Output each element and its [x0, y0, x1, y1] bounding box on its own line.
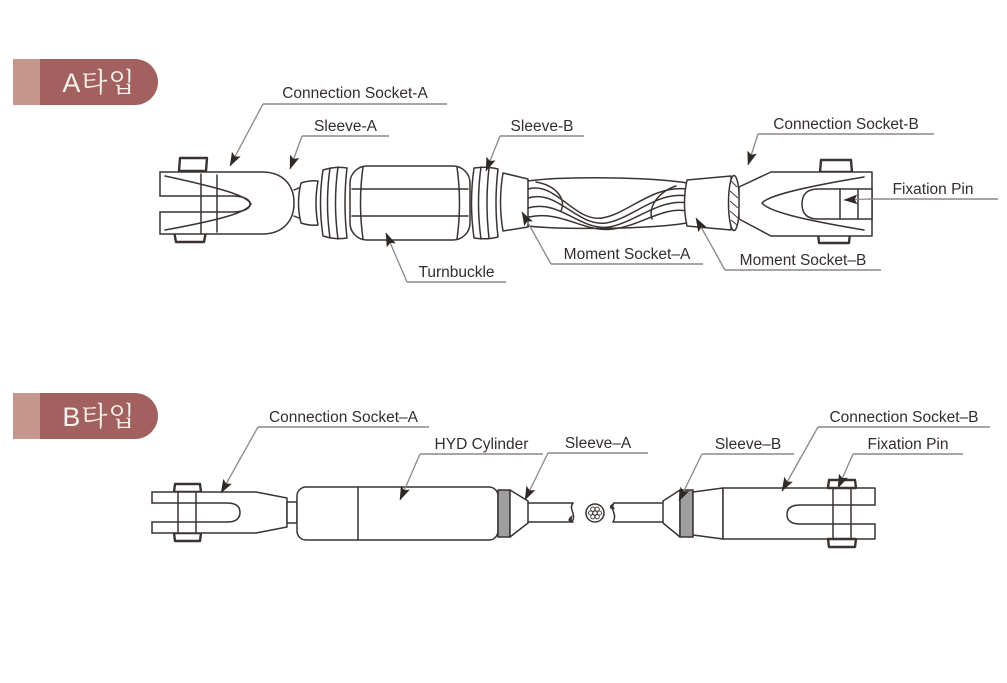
label-a-moment-socket-a: Moment Socket–A [563, 246, 691, 263]
type-a-moment-socket-b-part [685, 176, 740, 231]
label-b-hyd-cylinder: HYD Cylinder [434, 436, 529, 453]
type-a-cable-part [528, 178, 687, 230]
annotation-b-connection-socket-a [221, 427, 429, 493]
annotation-b-sleeve-a [525, 453, 648, 500]
type-b-connection-socket-a-part [152, 484, 297, 541]
label-b-sleeve-b: Sleeve–B [714, 436, 782, 453]
type-b-cable-cross-section [586, 504, 604, 522]
type-a-sleeve-b-part [472, 167, 499, 239]
type-a-connection-socket-b-part [739, 160, 872, 243]
label-b-fixation-pin: Fixation Pin [867, 436, 949, 453]
type-a-fixation-pin-part [802, 189, 872, 219]
label-a-sleeve-a: Sleeve-A [314, 118, 377, 135]
type-b-rod-and-break-part [528, 503, 663, 522]
label-a-connection-socket-a: Connection Socket-A [282, 85, 428, 102]
type-a-connection-socket-a-part [160, 158, 318, 242]
label-b-connection-socket-a: Connection Socket–A [268, 409, 419, 426]
label-a-sleeve-b: Sleeve-B [510, 118, 574, 135]
label-a-moment-socket-b: Moment Socket–B [739, 252, 867, 269]
type-b-sleeve-b-part [663, 488, 723, 539]
type-b-badge-label: B타입 [40, 393, 158, 439]
label-a-connection-socket-b: Connection Socket-B [773, 116, 919, 133]
annotation-a-sleeve-b [486, 136, 584, 171]
type-b-connection-socket-b-part [723, 480, 875, 547]
label-b-sleeve-a: Sleeve–A [564, 435, 632, 452]
label-b-connection-socket-b: Connection Socket–B [829, 409, 979, 426]
annotation-b-fixation-pin [838, 454, 963, 488]
label-a-fixation-pin: Fixation Pin [892, 181, 974, 198]
annotation-a-sleeve-a [290, 136, 389, 169]
label-a-turnbuckle: Turnbuckle [418, 264, 495, 281]
type-a-sleeve-a-part [321, 167, 348, 239]
type-a-turnbuckle-part [350, 166, 470, 240]
type-a-badge-label: A타입 [40, 59, 158, 105]
type-a-moment-socket-a-part [501, 173, 529, 231]
type-b-sleeve-a-part [498, 490, 528, 537]
type-b-hyd-cylinder-part [297, 487, 498, 540]
